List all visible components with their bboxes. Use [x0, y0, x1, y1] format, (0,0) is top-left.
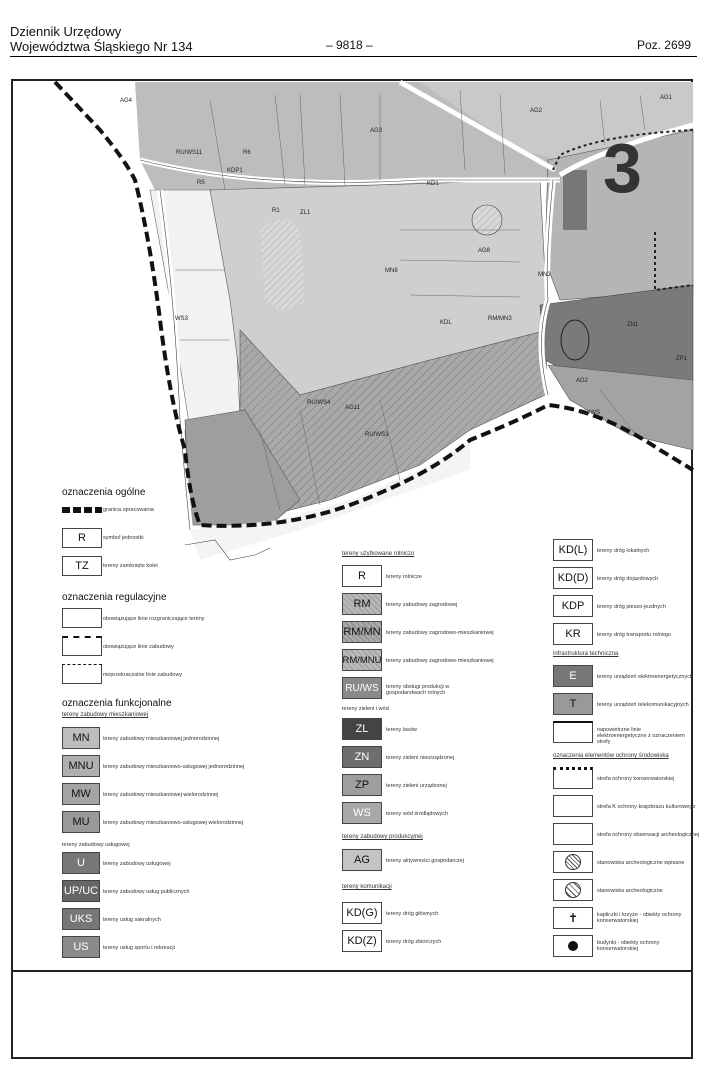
legend-code-box: RU/WS: [342, 677, 382, 699]
legend-code-box: ZL: [342, 718, 382, 740]
legend-code-box: KD(G): [342, 902, 382, 924]
legend-sub-services: tereny zabudowy usługowej: [62, 842, 130, 848]
legend-sub-active: tereny zabudowy produkcyjnej: [342, 834, 423, 840]
legend-code-box: E: [553, 665, 593, 687]
legend-desc: stanowiska archeologiczne wpisane: [597, 860, 685, 866]
legend-desc: obowiązujące linie zabudowy: [103, 644, 174, 650]
legend-code-box: UKS: [62, 908, 100, 930]
legend-code-box: KD(D): [553, 567, 593, 589]
legend-desc: tereny urządzeń telekomunikacyjnych: [597, 702, 689, 708]
map-label: RU/WS4: [307, 400, 331, 406]
legend-desc: tereny urządzeń elektroenergetycznych: [597, 674, 693, 680]
legend-desc: stanowiska archeologiczne: [597, 888, 663, 894]
map-label: R5: [197, 180, 205, 186]
legend-desc: tereny zabudowy mieszkaniowej wielorodzinnej: [103, 792, 219, 798]
map-label: AG2: [576, 378, 589, 384]
legend-sub-residential: tereny zabudowy mieszkaniowej: [62, 712, 149, 718]
legend-code-box: MW: [62, 783, 100, 805]
legend-code-box: KR: [553, 623, 593, 645]
legend-functional-title: oznaczenia funkcjonalne: [62, 698, 172, 709]
legend-desc: budynki - obiekty ochrony konserwatorskiej: [597, 940, 660, 952]
legend-code-box: MN: [62, 727, 100, 749]
position-number: Poz. 2699: [636, 38, 691, 52]
legend-desc: tereny zamknięte kolei: [103, 563, 158, 569]
map-label: RU/WS3: [365, 432, 389, 438]
map-label: ZL1: [300, 210, 311, 216]
map-label: AG8: [478, 248, 491, 254]
hatched-circle-icon: [565, 854, 581, 870]
map-label: ZP1: [676, 356, 688, 362]
legend-desc: symbol jednostki: [103, 535, 144, 541]
legend-desc: tereny dróg transportu rolnego: [597, 632, 671, 638]
legend-desc: tereny zabudowy mieszkaniowej jednorodzinnej: [103, 736, 220, 742]
journal-line2: Województwa Śląskiego Nr 134: [10, 39, 193, 54]
legend-code-box: MU: [62, 811, 100, 833]
map-label: MN8: [385, 268, 398, 274]
legend-code-box: TZ: [62, 556, 102, 576]
legend-sub-agri: tereny użytkowane rolniczo: [342, 551, 415, 557]
map-label: RU/WS: [580, 410, 600, 416]
legend-desc: tereny dróg głównych: [386, 911, 439, 917]
legend-desc: tereny dróg lokalnych: [597, 548, 650, 554]
legend-protect-box: [553, 879, 593, 901]
legend-desc: tereny zabudowy usługowej: [103, 861, 171, 867]
archaeology-site: [472, 205, 502, 235]
legend-infra-line-box: [553, 721, 593, 743]
legend-desc: tereny aktywności gospodarczej: [386, 858, 464, 864]
map-label: R1: [272, 208, 280, 214]
legend-desc: strefa K ochrony krajobrazu kulturowego: [597, 804, 696, 810]
legend-code-box: RM: [342, 593, 382, 615]
page-number: – 9818 –: [326, 38, 373, 52]
map-label: AG1: [660, 95, 673, 101]
legend-desc: tereny rolnicze: [386, 574, 422, 580]
legend-protect-box: [553, 795, 593, 817]
legend-code-box: MNU: [62, 755, 100, 777]
map-label: AG3: [370, 128, 383, 134]
legend-protect-box: [553, 907, 593, 929]
legend-desc: tereny zabudowy usług publicznych: [103, 889, 190, 895]
legend-desc: napowietrzne linie elektroenergetyczne z oznaczeniem strefy: [597, 727, 685, 745]
legend-sub-infra: infrastruktura techniczna: [553, 651, 619, 657]
legend-desc: tereny zabudowy mieszkaniowo-usługowej jednorodzinnej: [103, 764, 245, 770]
cross-icon: ✝: [567, 911, 579, 925]
legend-sub-comm: tereny komunikacji: [342, 884, 392, 890]
legend-code-box: U: [62, 852, 100, 874]
legend-desc: tereny wód śródlądowych: [386, 811, 449, 817]
area-hatched-left: [260, 220, 305, 310]
legend-code-box: R: [62, 528, 102, 548]
legend-desc: tereny zabudowy zagrodowo-mieszkaniowej: [386, 630, 494, 636]
legend-protect-box: [553, 767, 593, 789]
legend-desc: tereny zabudowy zagrodowej: [386, 602, 458, 608]
legend-desc: tereny usług sportu i rekreacji: [103, 945, 175, 951]
legend-code-box: RM/MNU: [342, 649, 382, 671]
map-label: KD1: [427, 181, 439, 187]
legend-protect-box: [553, 851, 593, 873]
map-label: WS3: [175, 316, 189, 322]
legend-protect-box: [553, 935, 593, 957]
legend-desc: strefa ochrony obserwacji archeologicznej: [597, 832, 700, 838]
journal-line1: Dziennik Urzędowy: [10, 24, 122, 39]
legend-code-box: ZP: [342, 774, 382, 796]
map-label: AG4: [120, 98, 133, 104]
map-label: KDL: [440, 320, 452, 326]
map-label: ZN1: [627, 322, 639, 328]
legend-code-box: KD(L): [553, 539, 593, 561]
legend-desc: tereny zieleni nieurządzonej: [386, 755, 455, 761]
legend-code-box: R: [342, 565, 382, 587]
map-label: RU/WS11: [176, 150, 203, 156]
map-label: KDP1: [227, 168, 243, 174]
regulatory-swatch-solid: [62, 608, 102, 628]
legend-desc: tereny zabudowy zagrodowo-mieszkaniowej: [386, 658, 494, 664]
map-label: AG2: [530, 108, 543, 114]
legend-desc: tereny lasów: [386, 727, 417, 733]
legend-code-box: UP/UC: [62, 880, 100, 902]
legend-desc: tereny zieleni urządzonej: [386, 783, 447, 789]
legend-desc: granica opracowania: [103, 507, 154, 513]
legend-regulatory-title: oznaczenia regulacyjne: [62, 592, 167, 603]
legend-desc: tereny zabudowy mieszkaniowo-usługowej wielorodzinnej: [103, 820, 244, 826]
legend-code-box: US: [62, 936, 100, 958]
map-label: R6: [243, 150, 251, 156]
legend-code-box: ZN: [342, 746, 382, 768]
sheet-number: 3: [603, 129, 642, 207]
legend-sub-protect: oznaczenia elementów ochrony środowiska: [553, 753, 669, 759]
filled-circle-icon: [568, 941, 578, 951]
regulatory-swatch-dashed: [62, 636, 102, 656]
legend-desc: kapliczki i krzyże - obiekty ochrony konserwatorskiej: [597, 912, 682, 924]
legend-desc: nieprzekraczalne linie zabudowy: [103, 672, 183, 678]
legend-desc: tereny dróg zbiorczych: [386, 939, 442, 945]
regulatory-swatch-dotted: [62, 664, 102, 684]
legend-desc: tereny obsługi produkcji w gospodarstwach rolnych: [386, 684, 450, 696]
map-label: RM/MN3: [488, 316, 512, 322]
legend-code-box: T: [553, 693, 593, 715]
legend-code-box: KDP: [553, 595, 593, 617]
legend-code-box: WS: [342, 802, 382, 824]
legend-general-title: oznaczenia ogólne: [62, 487, 146, 498]
legend-code-box: RM/MN: [342, 621, 382, 643]
legend-desc: tereny dróg dojazdowych: [597, 576, 659, 582]
map-label: MN3: [538, 272, 551, 278]
map-label: AG11: [345, 405, 360, 411]
legend-sub-green: tereny zieleni i wód: [342, 706, 389, 712]
legend-desc: tereny usług sakralnych: [103, 917, 161, 923]
hatched-circle-icon: [565, 882, 581, 898]
boundary-legend-swatch: [62, 507, 102, 513]
legend-desc: obowiązujące linie rozgraniczające tereny: [103, 616, 205, 622]
legend-protect-box: [553, 823, 593, 845]
legend-code-box: AG: [342, 849, 382, 871]
area-mu-block: [563, 170, 587, 230]
legend-desc: tereny dróg pieszo-jezdnych: [597, 604, 666, 610]
legend-desc: strefa ochrony konserwatorskiej: [597, 776, 675, 782]
legend-code-box: KD(Z): [342, 930, 382, 952]
